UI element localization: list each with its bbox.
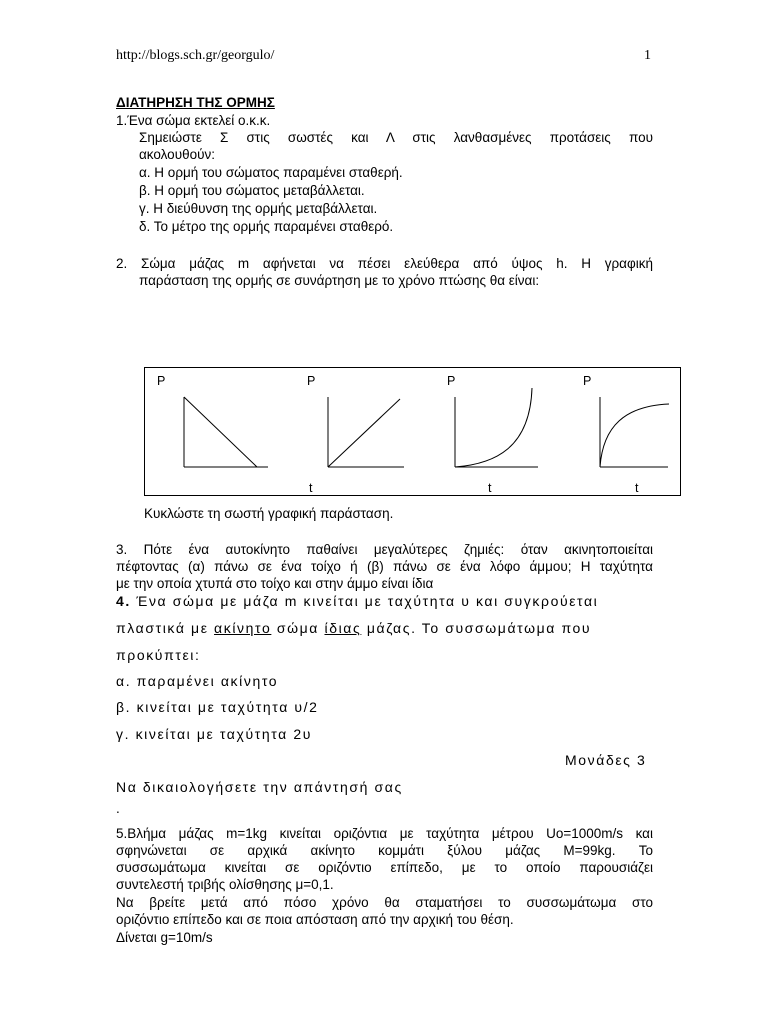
q2-instruction: Κυκλώστε τη σωστή γραφική παράσταση. (144, 506, 394, 521)
q3-line2: πέφτοντας (α) πάνω σε ένα τοίχο ή (β) πάνω σε ένα λόφο άμμου; Η ταχύτητα (116, 559, 653, 574)
q4-number: 4. (116, 593, 131, 609)
q4-line1-text: Ένα σώμα με μάζα m κινείται με ταχύτητα υ και συγκρούεται (130, 593, 599, 609)
q5-line3: συσσωμάτωμα κινείται σε οριζόντιο επίπεδο, με το οποίο παρουσιάζει (116, 860, 653, 875)
q3-line3: με την οποία χτυπά στο τοίχο και στην άμμο είναι ίδια (116, 576, 434, 591)
q4-word-idias: ίδιας (324, 620, 362, 636)
graph-4-p-label: P (583, 374, 592, 388)
document-title: ΔΙΑΤΗΡΗΣΗ ΤΗΣ ΟΡΜΗΣ (116, 95, 275, 110)
q4-word-akinito: ακίνητο (214, 620, 272, 636)
q4-justify: Να δικαιολογήσετε την απάντησή σας (116, 779, 403, 795)
graph-c[interactable] (455, 388, 538, 467)
q4-line1 (116, 593, 598, 609)
graph-a[interactable] (184, 397, 268, 467)
q5-line2: σφηνώνεται σε αρχικά ακίνητο κομμάτι ξύλου μάζας Μ=99kg. Το (116, 843, 653, 858)
q1-statement: 1.Ένα σώμα εκτελεί ο.κ.κ. (116, 113, 271, 128)
q4-option-b: β. κινείται με ταχύτητα υ/2 (116, 699, 319, 715)
q4-option-a: α. παραμένει ακίνητο (116, 673, 279, 689)
graph-a-curve (184, 397, 257, 467)
q1-option-b: β. Η ορμή του σώματος μεταβάλλεται. (139, 183, 365, 198)
graph-2-p-label: P (307, 374, 316, 388)
graph-3-p-label: P (447, 374, 456, 388)
q4-marks: Μονάδες 3 (565, 752, 647, 768)
q5-line4: συντελεστή τριβής ολίσθησης μ=0,1. (116, 877, 334, 892)
q4-option-c: γ. κινείται με ταχύτητα 2υ (116, 726, 312, 742)
q4-line2-mid: σώμα (271, 620, 325, 636)
q4-dot: . (116, 801, 120, 816)
graph-2-t-label: t (309, 481, 313, 495)
q5-line1: 5.Βλήμα μάζας m=1kg κινείται οριζόντια με ταχύτητα μέτρου Uο=1000m/s και (116, 826, 653, 841)
q2-statement-line2: παράσταση της ορμής σε συνάρτηση με το χρόνο πτώσης θα είναι: (139, 273, 540, 288)
q1-option-d: δ. Το μέτρο της ορμής παραμένει σταθερό. (139, 219, 394, 234)
page-number: 1 (644, 48, 651, 63)
q4-line2-post: μάζας. Το συσσωμάτωμα που (361, 620, 592, 636)
q1-option-a: α. Η ορμή του σώματος παραμένει σταθερή. (139, 165, 403, 180)
q4-line2 (116, 620, 591, 636)
q1-option-c: γ. Η διεύθυνση της ορμής μεταβάλλεται. (139, 201, 378, 216)
header-url[interactable]: http://blogs.sch.gr/georgulo/ (116, 48, 275, 63)
q5-line7: Δίνεται g=10m/s (116, 930, 213, 945)
q1-instruction-line1: Σημειώστε Σ στις σωστές και Λ στις λανθασμένες προτάσεις που (139, 130, 653, 145)
graph-d-curve (600, 404, 669, 467)
graph-4-t-label: t (635, 481, 639, 495)
graph-3-t-label: t (488, 481, 492, 495)
q5-line6: οριζόντιο επίπεδο και σε ποια απόσταση από την αρχική του θέση. (116, 912, 514, 927)
graphs-frame (144, 367, 681, 496)
q5-line5: Να βρείτε μετά από πόσο χρόνο θα σταματήσει το συσσωμάτωμα στο (116, 895, 653, 910)
graph-b[interactable] (328, 397, 404, 467)
q2-statement-line1: 2. Σώμα μάζας m αφήνεται να πέσει ελεύθερα από ύψος h. Η γραφική (116, 256, 653, 271)
graphs-svg (145, 368, 680, 495)
q1-instruction-line2: ακολουθούν: (139, 147, 215, 162)
graph-c-curve (455, 388, 532, 467)
graph-1-p-label: P (157, 374, 166, 388)
q3-line1: 3. Πότε ένα αυτοκίνητο παθαίνει μεγαλύτερες ζημιές: όταν ακινητοποιείται (116, 542, 653, 557)
graph-b-curve (328, 399, 400, 467)
q4-line3: προκύπτει: (116, 647, 201, 663)
q4-line2-pre: πλαστικά με (116, 620, 215, 636)
graph-d[interactable] (600, 397, 669, 467)
